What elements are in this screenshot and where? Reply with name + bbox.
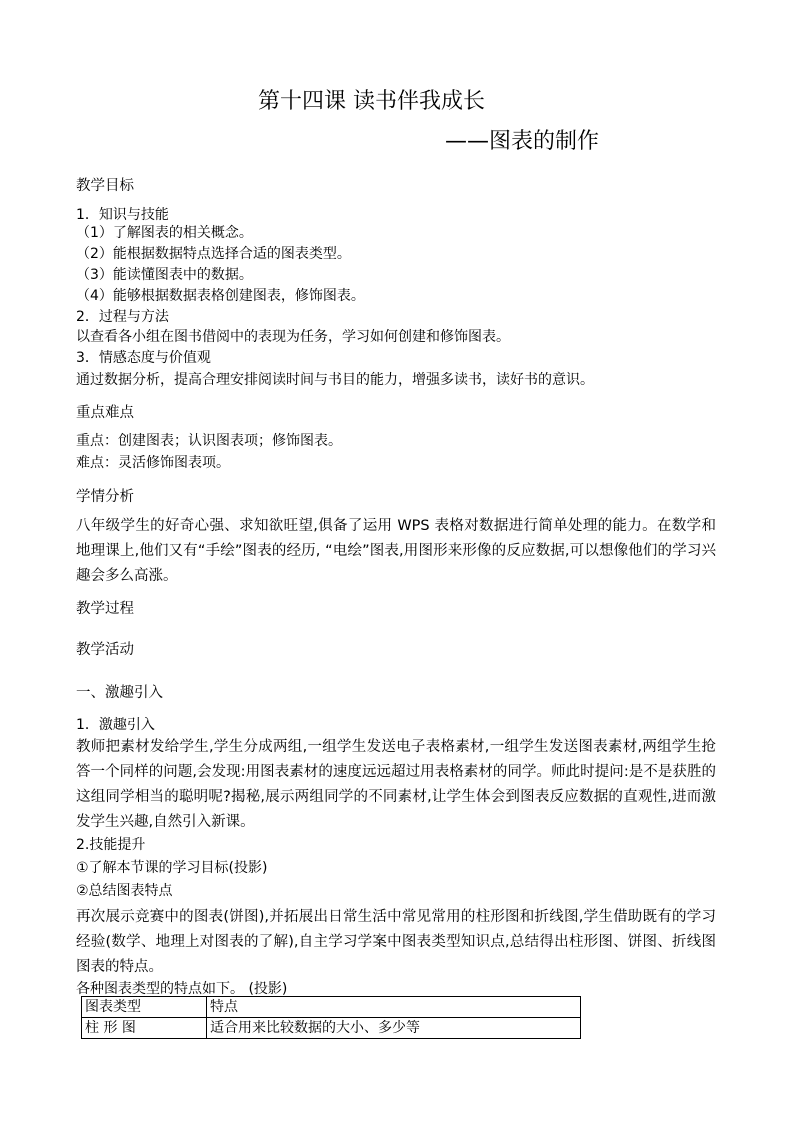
objective-text-2: 以查看各小组在图书借阅中的表现为任务，学习如何创建和修饰图表。 <box>76 329 510 345</box>
part1-paragraph-1: 教师把素材发给学生,学生分成两组,一组学生发送电子表格素材,一组学生发送图表素材,两组学生抢答一个同样的问题,会发现:用图表素材的速度远远超过用表格素材的同学。师此时提问:是不是获胜的这组同学相当的聪明呢?揭秘,展示两组同学的不同素材,让学生体会到图表反应数据的直观性,进而激发学生兴趣,自然引入新课。 <box>76 739 716 830</box>
objective-sub-4: （4）能够根据数据表格创建图表，修饰图表。 <box>76 288 365 304</box>
objective-sub-3: （3）能读懂图表中的数据。 <box>76 267 253 283</box>
lesson-subtitle: ——图表的制作 <box>445 129 600 154</box>
table-row <box>82 1018 581 1039</box>
part1-item-2: 2.技能提升 <box>76 837 146 853</box>
part1-item-1: 1．激趣引入 <box>76 717 155 733</box>
objective-sub-1: （1）了解图表的相关概念。 <box>76 225 253 241</box>
part1-paragraph-2: 再次展示竞赛中的图表(饼图),并拓展出日常生活中常见常用的柱形图和折线图,学生借助既有的学习经验(数学、地理上对图表的了解),自主学习学案中图表类型知识点,总结得出柱形图、饼图、折线图图表的特点。 <box>76 909 716 975</box>
part1-heading: 一、激趣引入 <box>76 685 163 701</box>
keypoints-heading: 重点难点 <box>76 405 134 421</box>
process-heading: 教学过程 <box>76 601 134 617</box>
analysis-heading: 学情分析 <box>76 489 134 505</box>
activity-heading: 教学活动 <box>76 642 134 658</box>
lesson-title: 第十四课 读书伴我成长 <box>258 89 485 114</box>
keypoints-difficulty: 难点：灵活修饰图表项。 <box>76 455 230 471</box>
objective-item-3: 3．情感态度与价值观 <box>76 350 211 366</box>
table-header-cell: 图表类型 <box>82 997 207 1018</box>
objective-text-3: 通过数据分析，提高合理安排阅读时间与书目的能力，增强多读书，读好书的意识。 <box>76 372 594 388</box>
analysis-paragraph: 八年级学生的好奇心强、求知欲旺望,俱备了运用 WPS 表格对数据进行简单处理的能力。在数学和地理课上,他们又有“手绘”图表的经历, “电绘”图表,用图形来形像的反应数据,可以想像他们的学习兴趣会多么高涨。 <box>76 518 716 584</box>
table-header-cell: 特点 <box>207 997 581 1018</box>
table-cell: 适合用来比较数据的大小、多少等 <box>207 1018 581 1039</box>
part1-step-2: ②总结图表特点 <box>76 883 173 899</box>
objective-item-1: 1．知识与技能 <box>76 207 169 223</box>
table-header-row <box>82 997 581 1018</box>
objective-item-2: 2．过程与方法 <box>76 309 169 325</box>
table-cell: 柱 形 图 <box>82 1018 207 1039</box>
chart-type-table <box>81 996 581 1039</box>
objectives-heading: 教学目标 <box>76 178 134 194</box>
objective-sub-2: （2）能根据数据特点选择合适的图表类型。 <box>76 246 351 262</box>
part1-step-1: ①了解本节课的学习目标(投影) <box>76 860 268 876</box>
table-intro: 各种图表类型的特点如下。 (投影) <box>76 981 288 997</box>
keypoints-focus: 重点：创建图表；认识图表项；修饰图表。 <box>76 433 342 449</box>
